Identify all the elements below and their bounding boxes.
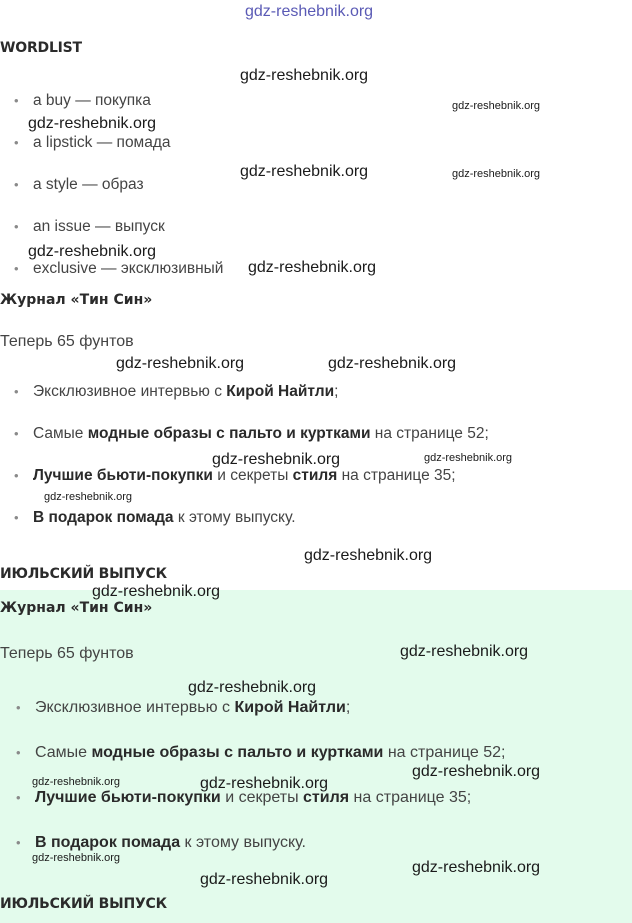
watermark: gdz-reshebnik.org bbox=[200, 775, 329, 792]
watermark: gdz-reshebnik.org bbox=[452, 100, 541, 112]
watermark: gdz-reshebnik.org bbox=[212, 451, 341, 468]
watermark: gdz-reshebnik.org bbox=[328, 355, 457, 372]
wordlist-item: • a buy — покупка bbox=[14, 92, 223, 109]
feature-item: • Самые модные образы с пальто и куртками на странице 52; bbox=[14, 425, 489, 443]
watermark: gdz-reshebnik.org bbox=[248, 259, 377, 276]
wordlist-item: • exclusive — эксклюзивный bbox=[14, 260, 223, 277]
magazine-title: Журнал «Тин Син» bbox=[0, 292, 153, 308]
feature-item: • Эксклюзивное интервью с Кирой Найтли; bbox=[14, 383, 489, 401]
watermark: gdz-reshebnik.org bbox=[245, 3, 374, 20]
watermark: gdz-reshebnik.org bbox=[424, 452, 513, 464]
issue-label: ИЮЛЬСКИЙ ВЫПУСК bbox=[0, 566, 167, 582]
watermark: gdz-reshebnik.org bbox=[240, 163, 369, 180]
watermark: gdz-reshebnik.org bbox=[412, 859, 541, 876]
watermark: gdz-reshebnik.org bbox=[28, 243, 157, 260]
magazine-price: Теперь 65 фунтов bbox=[0, 645, 134, 662]
feature-item: • Эксклюзивное интервью с Кирой Найтли; bbox=[16, 698, 505, 717]
watermark: gdz-reshebnik.org bbox=[304, 547, 433, 564]
magazine-title: Журнал «Тин Син» bbox=[0, 600, 153, 616]
wordlist-item: • a style — образ bbox=[14, 176, 223, 193]
watermark: gdz-reshebnik.org bbox=[92, 583, 221, 600]
watermark: gdz-reshebnik.org bbox=[240, 67, 369, 84]
watermark: gdz-reshebnik.org bbox=[28, 115, 157, 132]
feature-item: • Самые модные образы с пальто и куртками на странице 52; bbox=[16, 743, 505, 762]
feature-item: • Лучшие бьюти-покупки и секреты стиля на странице 35; bbox=[16, 788, 505, 807]
watermark: gdz-reshebnik.org bbox=[200, 871, 329, 888]
watermark: gdz-reshebnik.org bbox=[188, 679, 317, 696]
feature-item: • В подарок помада к этому выпуску. bbox=[14, 509, 489, 527]
wordlist-heading: WORDLIST bbox=[0, 40, 82, 56]
feature-item: • Лучшие бьюти-покупки и секреты стиля на странице 35; bbox=[14, 467, 489, 485]
magazine-price: Теперь 65 фунтов bbox=[0, 333, 134, 350]
watermark: gdz-reshebnik.org bbox=[412, 763, 541, 780]
watermark: gdz-reshebnik.org bbox=[32, 776, 121, 788]
issue-label: ИЮЛЬСКИЙ ВЫПУСК bbox=[0, 896, 167, 912]
watermark: gdz-reshebnik.org bbox=[44, 491, 133, 503]
wordlist-item: • a lipstick — помада bbox=[14, 134, 223, 151]
watermark: gdz-reshebnik.org bbox=[452, 168, 541, 180]
wordlist-item: • an issue — выпуск bbox=[14, 218, 223, 235]
feature-item: • В подарок помада к этому выпуску. bbox=[16, 833, 505, 852]
watermark: gdz-reshebnik.org bbox=[400, 643, 529, 660]
watermark: gdz-reshebnik.org bbox=[116, 355, 245, 372]
watermark: gdz-reshebnik.org bbox=[32, 852, 121, 864]
